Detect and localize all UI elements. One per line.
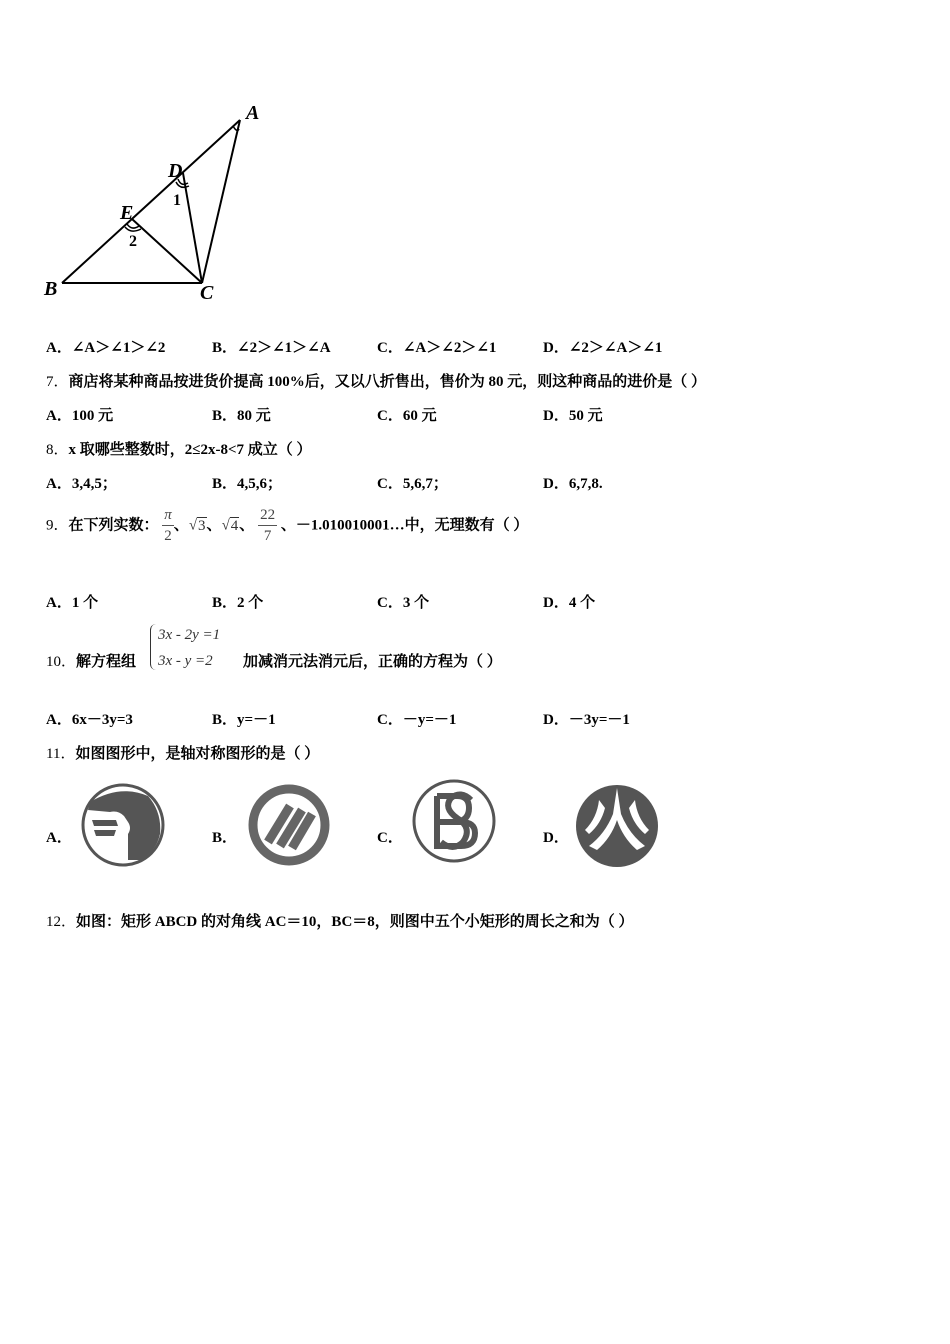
question-prefix: 在下列实数：: [68, 517, 159, 534]
q6-option-c[interactable]: [377, 336, 496, 357]
sqrt-3: √3: [188, 517, 206, 534]
option-letter: C．: [377, 595, 403, 611]
option-letter: D．: [543, 830, 569, 846]
option-text: 6,7,8.: [568, 476, 603, 492]
question-suffix: 加减消元法消元后，正确的方程为（ ）: [243, 654, 502, 670]
question-number: 11．: [46, 746, 76, 762]
q9-option-a[interactable]: [46, 591, 98, 612]
fraction-pi-over-2: [162, 507, 174, 544]
separator: 、: [239, 517, 255, 534]
radicand: 4: [230, 517, 239, 534]
option-text: ∠2＞∠1＞∠A: [237, 340, 331, 356]
q10-option-d[interactable]: [543, 708, 630, 729]
q8-stem: [46, 438, 312, 459]
emblem-a-icon: [80, 782, 166, 868]
segment-ac: [202, 120, 240, 283]
q7-stem: [46, 370, 706, 391]
option-letter: D．: [543, 595, 569, 611]
question-number: 9．: [46, 517, 69, 534]
separator: 、: [206, 517, 222, 534]
option-letter: D．: [543, 476, 569, 492]
option-letter: B．: [212, 476, 238, 492]
option-text: 2 个: [237, 595, 264, 611]
label-angle-1: 1: [173, 192, 181, 209]
q8-option-d[interactable]: [543, 472, 603, 493]
option-letter: A．: [46, 712, 72, 728]
option-letter: A．: [46, 340, 72, 356]
option-text: ∠A＞∠2＞∠1: [402, 340, 497, 356]
option-text: 100 元: [71, 408, 114, 424]
question-number: 12．: [46, 914, 77, 930]
left-brace: [150, 624, 157, 670]
equation-2: 3x - y =2: [158, 653, 213, 669]
option-text: －3y=－1: [568, 712, 630, 728]
option-text: ∠2＞∠A＞∠1: [568, 340, 663, 356]
sqrt-4: √4: [221, 517, 239, 534]
question-prefix: 解方程组: [76, 654, 137, 670]
q10-option-a[interactable]: [46, 708, 133, 729]
option-letter: C．: [377, 830, 403, 846]
option-letter: A．: [46, 595, 72, 611]
q10-option-b[interactable]: [212, 708, 276, 729]
question-text: 商店将某种商品按进货价提高 100%后，又以八折售出，售价为 80 元，则这种商品的进价是（ ）: [68, 374, 707, 390]
option-letter: D．: [543, 340, 569, 356]
option-letter: B．: [212, 712, 238, 728]
equation-system: [150, 624, 240, 674]
question-text: 如图图形中，是轴对称图形的是（ ）: [75, 746, 320, 762]
q11-option-c[interactable]: [377, 826, 403, 847]
segment-ec: [132, 219, 202, 283]
question-number: 10．: [46, 654, 77, 670]
question-suffix: 、－1.010010001…中，无理数有（ ）: [280, 517, 529, 534]
q11-option-d[interactable]: [543, 826, 569, 847]
fraction-bar: [162, 525, 174, 526]
fraction-22-over-7: [258, 507, 277, 544]
fraction-numerator: π: [164, 507, 172, 523]
q7-option-a[interactable]: [46, 404, 113, 425]
option-letter: C．: [377, 476, 403, 492]
option-text: 80 元: [237, 408, 271, 424]
option-letter: C．: [377, 408, 403, 424]
separator: 、: [173, 517, 189, 534]
q8-option-b[interactable]: [212, 472, 282, 493]
q10-option-c[interactable]: [377, 708, 456, 729]
question-number: 8．: [46, 442, 69, 458]
q8-option-a[interactable]: [46, 472, 117, 493]
option-text: 60 元: [402, 408, 437, 424]
emblem-b-icon: [246, 782, 332, 868]
option-text: 50 元: [568, 408, 603, 424]
q9-stem: [46, 507, 528, 544]
option-text: 4,5,6；: [237, 476, 283, 492]
emblem-c-icon: [411, 778, 497, 864]
radicand: 3: [198, 517, 206, 534]
option-text: 3,4,5；: [71, 476, 117, 492]
question-text: x 取哪些整数时，2≤2x-8<7 成立（ ）: [68, 442, 312, 458]
option-letter: B．: [212, 408, 238, 424]
option-text: ∠A＞∠1＞∠2: [71, 340, 166, 356]
option-letter: D．: [543, 408, 569, 424]
equation-1: 3x - 2y =1: [158, 627, 221, 643]
label-a: A: [246, 102, 260, 124]
fraction-numerator: 22: [260, 507, 276, 523]
q9-option-b[interactable]: [212, 591, 263, 612]
q11-option-a[interactable]: [46, 826, 72, 847]
option-text: 4 个: [568, 595, 596, 611]
option-letter: C．: [377, 712, 403, 728]
triangle-figure: [40, 95, 280, 310]
q10-suffix: [243, 650, 502, 671]
q9-option-c[interactable]: [377, 591, 429, 612]
segment-dc: [183, 173, 202, 283]
segment-ba: [62, 120, 240, 283]
label-c: C: [200, 282, 214, 304]
option-text: 1 个: [71, 595, 99, 611]
label-e: E: [120, 202, 134, 224]
q7-option-d[interactable]: [543, 404, 603, 425]
option-letter: A．: [46, 476, 72, 492]
q12-stem: [46, 910, 634, 931]
option-text: y=－1: [237, 712, 276, 728]
label-d: D: [168, 160, 183, 182]
option-letter: C．: [377, 340, 403, 356]
option-letter: D．: [543, 712, 569, 728]
q6-option-b[interactable]: [212, 336, 331, 357]
q11-option-b[interactable]: [212, 826, 237, 847]
fraction-bar: [258, 525, 277, 526]
q9-option-d[interactable]: [543, 591, 595, 612]
option-letter: B．: [212, 595, 238, 611]
label-b: B: [44, 278, 58, 300]
option-letter: A．: [46, 830, 72, 846]
question-text: 如图：矩形 ABCD 的对角线 AC＝10，BC＝8，则图中五个小矩形的周长之和为（ ）: [76, 914, 634, 930]
option-text: 5,6,7；: [402, 476, 448, 492]
option-letter: B．: [212, 830, 238, 846]
fraction-denominator: 2: [164, 528, 172, 544]
question-number: 7．: [46, 374, 69, 390]
option-letter: A．: [46, 408, 72, 424]
q10-prefix: [46, 650, 136, 671]
option-text: －y=－1: [402, 712, 457, 728]
option-text: 6x－3y=3: [71, 712, 133, 728]
q6-option-d[interactable]: [543, 336, 662, 357]
label-angle-2: 2: [129, 233, 137, 250]
option-text: 3 个: [402, 595, 430, 611]
fraction-denominator: 7: [263, 528, 272, 544]
q7-option-c[interactable]: [377, 404, 437, 425]
option-letter: B．: [212, 340, 238, 356]
q7-option-b[interactable]: [212, 404, 271, 425]
q8-option-c[interactable]: [377, 472, 448, 493]
emblem-d-icon: [575, 784, 659, 868]
q6-option-a[interactable]: [46, 336, 165, 357]
q11-stem: [46, 742, 319, 763]
